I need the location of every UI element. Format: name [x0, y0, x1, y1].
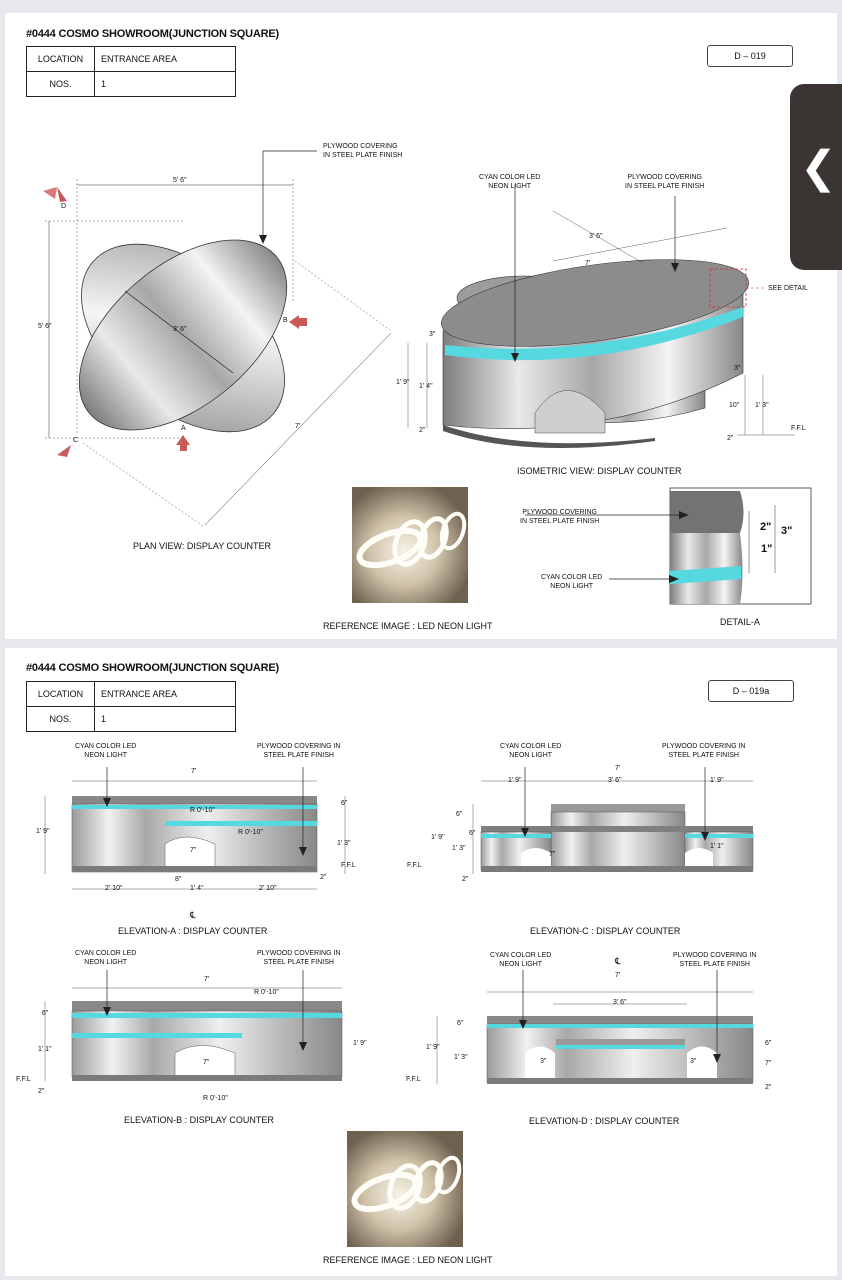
marker-c-arrow	[57, 445, 71, 457]
iso-dim-2a: 2"	[419, 427, 426, 434]
detail-callout-led: CYAN COLOR LED NEON LIGHT	[541, 574, 603, 590]
elevation-a-caption: ELEVATION-A : DISPLAY COUNTER	[118, 926, 268, 936]
eb-led-callout: CYAN COLOR LED NEON LIGHT	[75, 950, 137, 966]
iso-callout-ply: PLYWOOD COVERING IN STEEL PLATE FINISH	[625, 174, 705, 190]
elevation-d-caption: ELEVATION-D : DISPLAY COUNTER	[529, 1116, 680, 1126]
plan-dim-diag: 7'	[295, 423, 301, 430]
ea-dim-h6: 6"	[341, 800, 348, 807]
sheet1-info-table	[26, 46, 236, 97]
eb-ply-callout: PLYWOOD COVERING IN STEEL PLATE FINISH	[257, 950, 341, 966]
ea-dim-h2: 2"	[320, 874, 327, 881]
chevron-left-icon: ❮	[800, 143, 837, 192]
ea-dim-w14: 1' 4"	[190, 885, 204, 892]
plan-view	[43, 151, 391, 526]
drawing-code: D – 019	[707, 45, 793, 67]
detail-caption: DETAIL-A	[720, 617, 760, 627]
ec-dim-h13: 1' 3"	[452, 845, 466, 852]
iso-dim-3b: 3"	[734, 365, 741, 372]
ed-dim-w3a: 3"	[540, 1058, 547, 1065]
ed-dim-h6: 6"	[457, 1020, 464, 1027]
location-value-2: ENTRANCE AREA	[95, 682, 236, 707]
eb-dim-top: 7'	[204, 976, 210, 983]
ec-dim-h11: 1' 1"	[710, 843, 724, 850]
ec-dim-w19a: 1' 9"	[508, 777, 522, 784]
marker-a-arrow	[176, 435, 190, 445]
elevation-c-caption: ELEVATION-C : DISPLAY COUNTER	[530, 926, 681, 936]
elevation-a	[45, 767, 348, 889]
elevation-b	[45, 970, 342, 1081]
ea-dim-top: 7'	[191, 768, 197, 775]
ea-dim-r1: R 0'-10"	[190, 807, 215, 814]
isometric-caption: ISOMETRIC VIEW: DISPLAY COUNTER	[517, 466, 682, 476]
iso-dim-13: 1' 3"	[755, 402, 769, 409]
iso-dim-2b: 2"	[727, 435, 734, 442]
plan-marker-b: B	[283, 317, 288, 324]
ed-dim-top: 7'	[615, 972, 621, 979]
eb-dim-h19: 1' 9"	[353, 1040, 367, 1047]
iso-ffl: F.F.L	[791, 425, 806, 432]
detail-callout-ply: PLYWOOD COVERING IN STEEL PLATE FINISH	[520, 509, 600, 525]
sheet2-title: #0444 COSMO SHOWROOM(JUNCTION SQUARE)	[26, 662, 279, 674]
ec-led-callout: CYAN COLOR LED NEON LIGHT	[500, 743, 562, 759]
ed-ply-callout: PLYWOOD COVERING IN STEEL PLATE FINISH	[673, 952, 757, 968]
elevation-d	[437, 970, 753, 1084]
location-value: ENTRANCE AREA	[95, 47, 236, 72]
ea-dim-r2: R 0'-10"	[238, 829, 263, 836]
see-detail-label: SEE DETAIL	[768, 285, 808, 292]
eb-dim-w7: 7"	[203, 1059, 210, 1066]
nos-value: 1	[95, 72, 236, 97]
location-key-2: LOCATION	[27, 682, 95, 707]
ed-dim-r7: 7"	[765, 1060, 772, 1067]
ed-led-callout: CYAN COLOR LED NEON LIGHT	[490, 952, 552, 968]
detail-dim-3: 3"	[781, 525, 793, 537]
ec-dim-w36: 3' 6"	[608, 777, 622, 784]
ea-dim-h19: 1' 9"	[36, 828, 50, 835]
plan-marker-d: D	[61, 203, 67, 210]
plan-dim-top: 5' 6"	[173, 177, 187, 184]
reference-image-2	[347, 1131, 464, 1247]
ed-dim-w3b: 3"	[690, 1058, 697, 1065]
nos-key-2: NOS.	[27, 707, 95, 732]
iso-dim-10: 10"	[729, 402, 740, 409]
drawing-sheet-d019	[5, 13, 837, 639]
plan-dim-inner: 3' 6"	[173, 326, 187, 333]
ec-dim-h2: 2"	[462, 876, 469, 883]
ed-centerline: ℄	[615, 956, 621, 966]
side-nav-tab[interactable]	[790, 84, 842, 270]
eb-dim-h6: 6"	[42, 1010, 49, 1017]
plan-marker-a: A	[181, 425, 186, 432]
iso-dim-19: 1' 9"	[396, 379, 410, 386]
elevation-b-caption: ELEVATION-B : DISPLAY COUNTER	[124, 1115, 274, 1125]
plan-marker-c: C	[73, 437, 79, 444]
detail-dim-1: 1"	[761, 543, 773, 555]
ea-led-callout: CYAN COLOR LED NEON LIGHT	[75, 743, 137, 759]
iso-dim-14: 1' 4"	[419, 383, 433, 390]
nos-value-2: 1	[95, 707, 236, 732]
plan-dim-left: 5' 6"	[38, 323, 52, 330]
ea-dim-w210a: 2' 10"	[105, 885, 123, 892]
ec-dim-h6b: 6"	[469, 830, 476, 837]
ed-dim-h13: 1' 3"	[454, 1054, 468, 1061]
eb-dim-h2: 2"	[38, 1088, 45, 1095]
sheet1-title: #0444 COSMO SHOWROOM(JUNCTION SQUARE)	[26, 28, 279, 40]
iso-callout-led: CYAN COLOR LED NEON LIGHT	[479, 174, 541, 190]
ec-dim-w19b: 1' 9"	[710, 777, 724, 784]
ea-centerline: ℄	[190, 910, 196, 920]
ea-dim-h13: 1' 3"	[337, 840, 351, 847]
ea-dim-w8: 8"	[175, 876, 182, 883]
reference-caption-2: REFERENCE IMAGE : LED NEON LIGHT	[323, 1255, 493, 1265]
ea-ply-callout: PLYWOOD COVERING IN STEEL PLATE FINISH	[257, 743, 341, 759]
ed-dim-r2: 2"	[765, 1084, 772, 1091]
ec-dim-w7: 7"	[549, 851, 556, 858]
marker-b-arrow	[289, 315, 299, 329]
ea-dim-w210b: 2' 10"	[259, 885, 277, 892]
ed-dim-h19: 1' 9"	[426, 1044, 440, 1051]
ed-dim-r6: 6"	[765, 1040, 772, 1047]
ec-ffl: F.F.L	[407, 862, 422, 869]
marker-d-arrow	[57, 187, 67, 202]
reference-caption-1: REFERENCE IMAGE : LED NEON LIGHT	[323, 621, 493, 631]
ec-dim-h6a: 6"	[456, 811, 463, 818]
drawing-code-2: D – 019a	[708, 680, 794, 702]
ec-dim-h19: 1' 9"	[431, 834, 445, 841]
eb-dim-h11: 1' 1"	[38, 1046, 52, 1053]
reference-image-1	[352, 487, 469, 603]
ed-ffl: F.F.L	[406, 1076, 421, 1083]
sheet1-drawing	[5, 13, 837, 639]
nos-key: NOS.	[27, 72, 95, 97]
ec-dim-top: 7'	[615, 765, 621, 772]
eb-dim-r2: R 0'-10"	[203, 1095, 228, 1102]
eb-ffl: F.F.L	[16, 1076, 31, 1083]
sheet2-info-table	[26, 681, 236, 732]
plan-callout: PLYWOOD COVERING IN STEEL PLATE FINISH	[323, 143, 403, 159]
iso-dim-7: 7'	[585, 260, 591, 267]
ea-ffl: F.F.L	[341, 862, 356, 869]
drawing-sheet-d019a	[5, 648, 837, 1276]
ec-ply-callout: PLYWOOD COVERING IN STEEL PLATE FINISH	[662, 743, 746, 759]
ed-dim-w36: 3' 6"	[613, 999, 627, 1006]
location-key: LOCATION	[27, 47, 95, 72]
plan-view-caption: PLAN VIEW: DISPLAY COUNTER	[133, 541, 272, 551]
eb-dim-r1: R 0'-10"	[254, 989, 279, 996]
iso-dim-3a: 3"	[429, 331, 436, 338]
iso-dim-36: 3' 6"	[589, 233, 603, 240]
detail-dim-2: 2"	[760, 521, 772, 533]
ea-dim-w7: 7"	[190, 847, 197, 854]
